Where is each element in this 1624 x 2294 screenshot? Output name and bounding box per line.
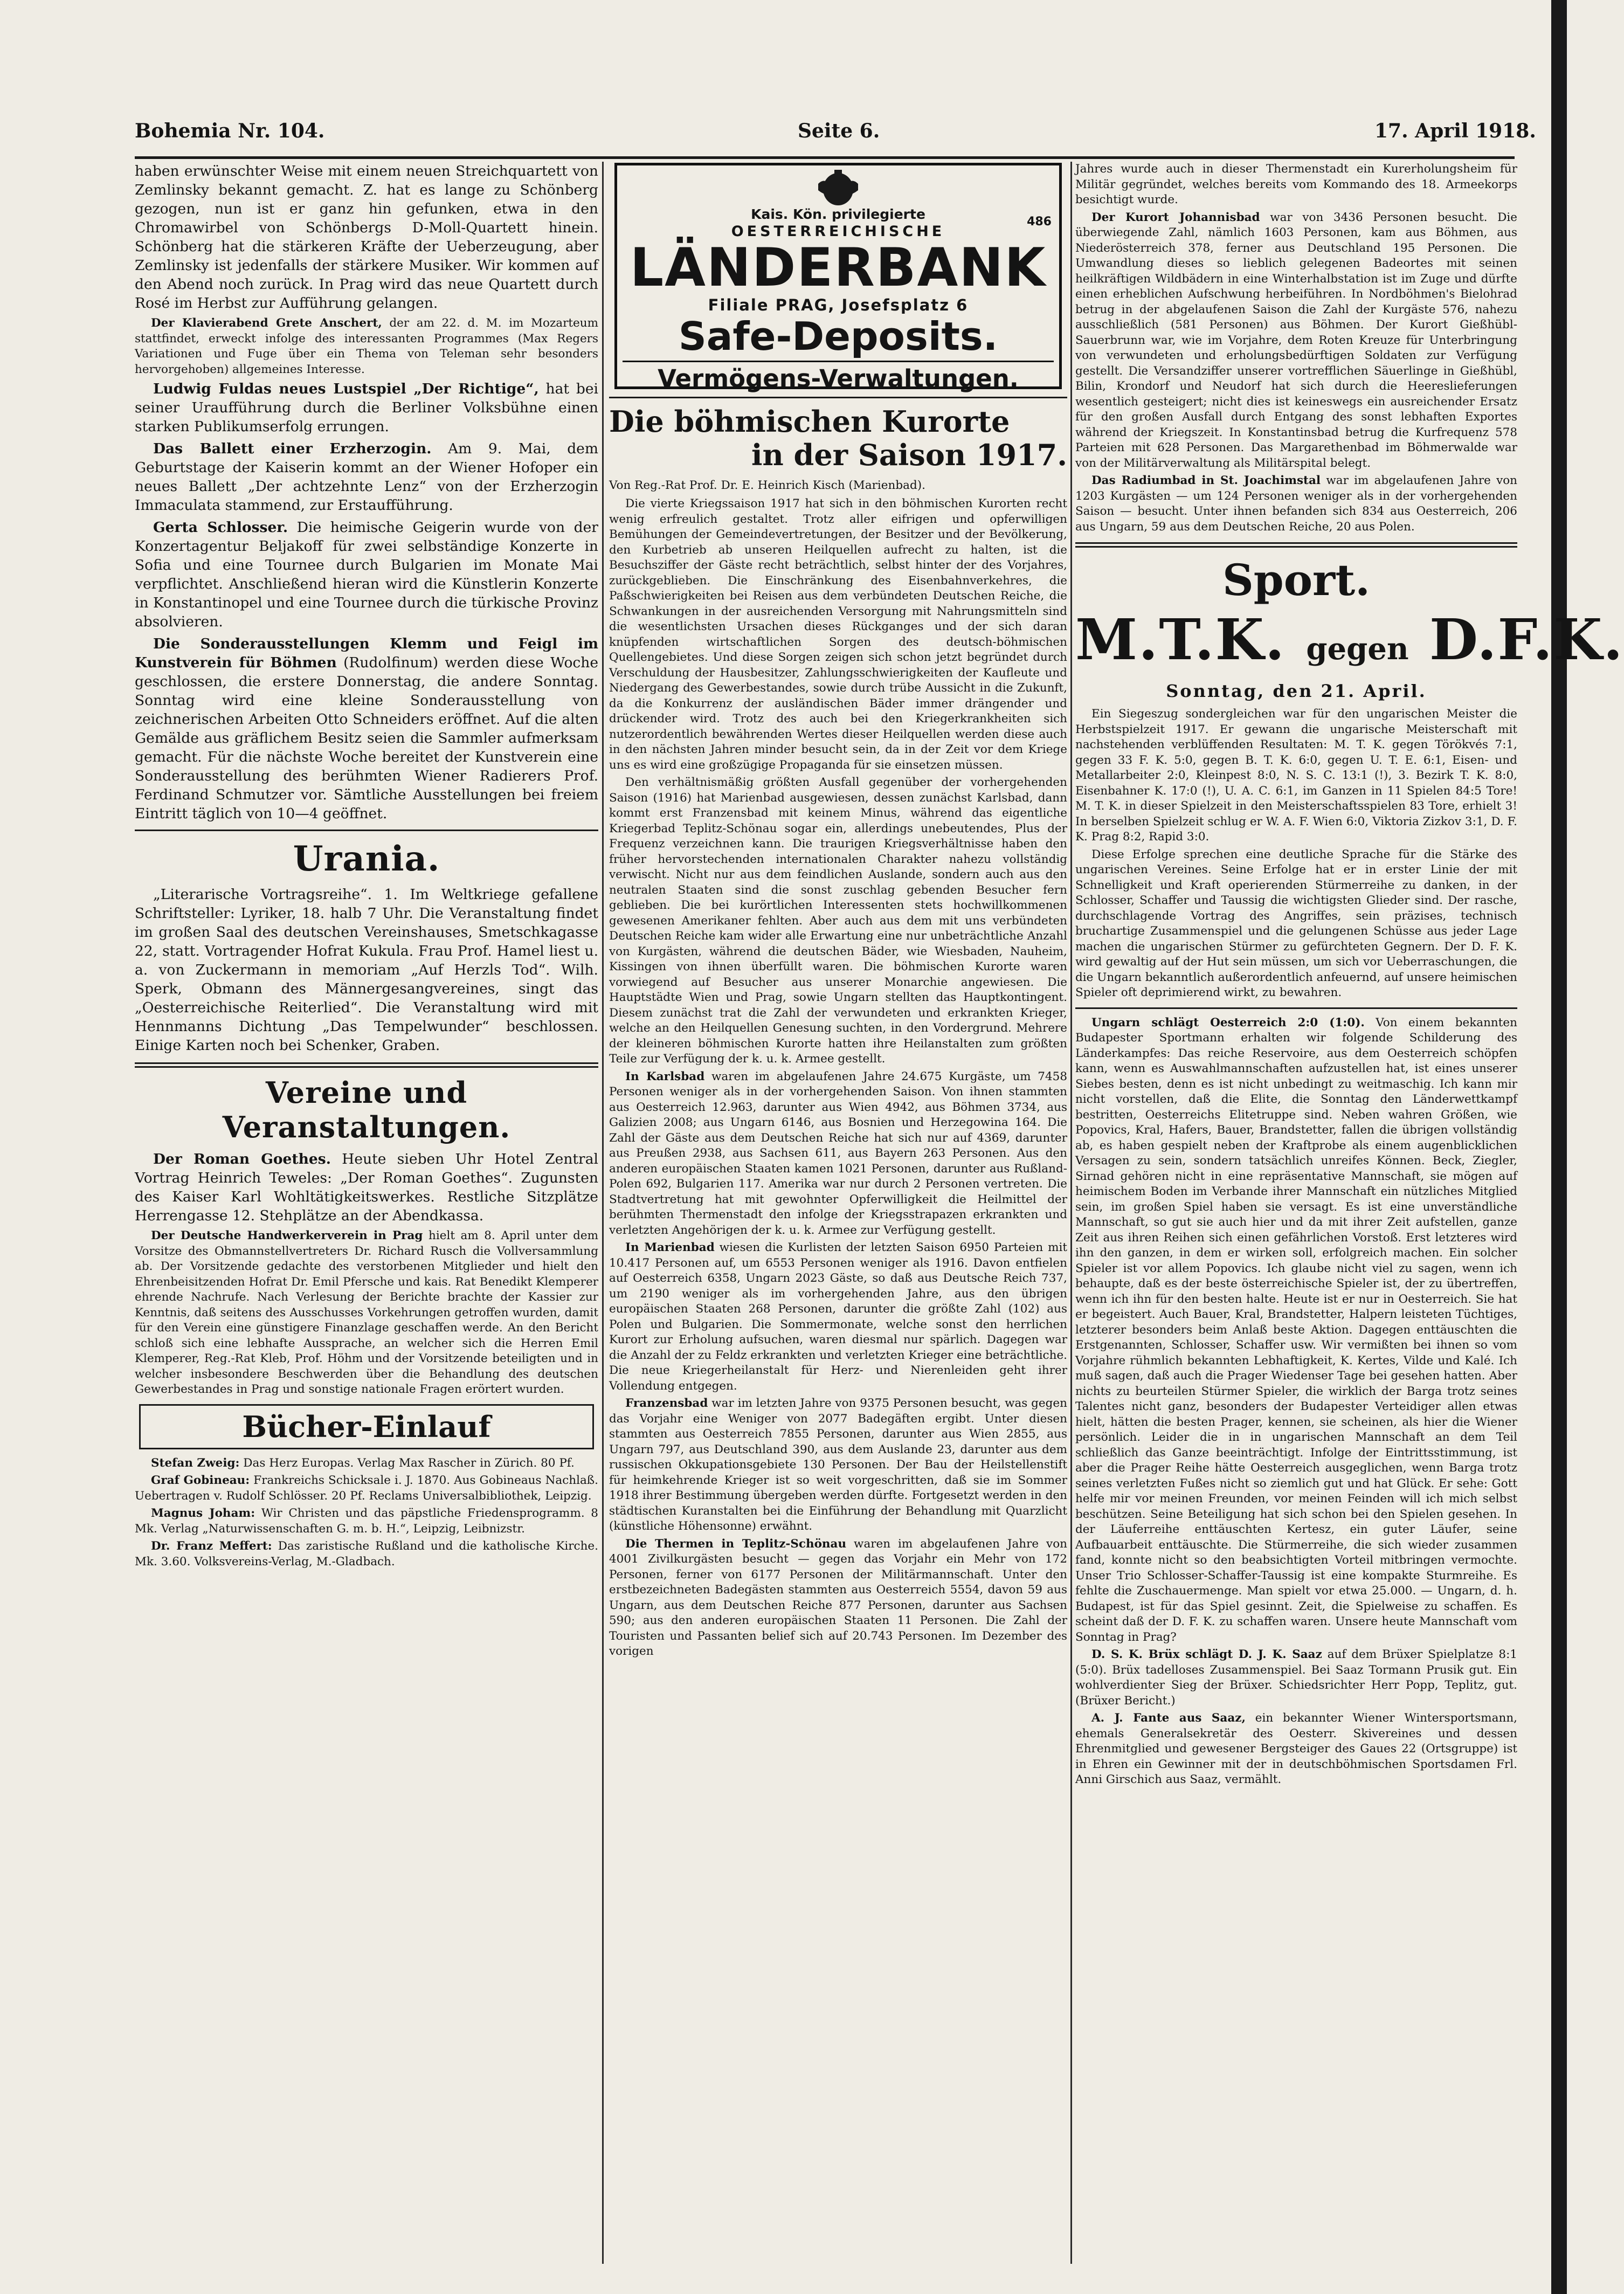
sport-paragraph: Ein Siegeszug sondergleichen war für den ungarischen Meister die Herbstspielzeit 1917. Er gewann die ungarische Meisterschaft mit nachstehenden verblüffenden Resultaten: M. T. K. gegen Törökvés 7:1, gegen 33 F. K. 5:0, gegen B. T. K. 6:0, gegen U. T. E. 6:1, Eisen- und Metallarbeiter 2:0, Kleinpest 8:0, N. S. C. 13:1 (!), 3. Bezirk T. K. 8:0, Eisenbahner K. 17:0 (!), U. A. C. 6:1, im Ganzen in 11 Spielen 84:5 Tore! M. T. K. in dieser Spielzeit in den Meisterschaftsspielen 83 Tore, erhielt 3! In berselben Spielzeit schlug er W. A. F. Wien 6:0, Viktoria Zizkov 3:1, D. F. K. Prag 8:2, Rapid 3:0. (1075, 707, 1517, 844)
paragraph-body: waren im abgelaufenen Jahre 24.675 Kurgäste, um 7458 Personen weniger als in der vorhergehenden Saison. Von ihnen stammten aus Oesterreich 12.963, darunter aus Wien 4942, aus Böhmen 3734, aus Galizien 2008; aus Ungarn 6146, aus Bosnien und Herzegowina 164. Die Zahl der Gäste aus dem Deutschen Reiche hat sich nur auf 4369, darunter aus Preußen 2938, aus Sachsen 611, aus Bayern 263 Personen. Aus den anderen europäischen Staaten kamen 1021 Personen, darunter aus Rußland-Polen 692, Bulgarien 117. Amerika war nur durch 2 Personen vertreten. Die Stadtvertretung hat mit gewohnter Opferwilligkeit die Heilmittel der berühmten Thermenstadt den infolge der Kriegsstrapazen erkrankten und verletzten Angehörigen der k. u. k. Armee zur Verfügung gestellt. (609, 1069, 1067, 1237)
ad-safe-deposits: Safe-Deposits. (678, 314, 998, 359)
article-paragraph-franzensbad (609, 1396, 1067, 1535)
notice-body: (Rudolfinum) werden diese Woche geschlossen, die erstere Donnerstag, die andere Sonntag. Sonntag wird eine kleine Sonderausstellung von zeichnerischen Arbeiten Otto Schneiders eröffnet. Auf die alten Gemälde aus gräflichem Besitz seien die Sammler aufmerksam gemacht. Für die nächste Woche bereitet der Kunstverein eine Sonderausstellung des berühmten Wiener Radierers Prof. Ferdinand Schmutzer vor. Sämtliche Ausstellungen bei freiem Eintritt täglich von 10—4 geöffnet. (135, 654, 598, 822)
team-a: M.T.K. (1075, 606, 1286, 673)
notice-lead: Gerta Schlosser. (153, 519, 288, 536)
paragraph-lead: Das Radiumbad in St. Joachimstal (1091, 474, 1321, 487)
article-byline: Von Reg.-Rat Prof. Dr. E. Heinrich Kisch (Marienbad). (609, 479, 925, 492)
book-details: Wir Christen und das päpstliche Friedensprogramm. 8 Mk. Verlag „Naturwissenschaften G. m. b. H.“, Leipzig, Leibnizstr. (135, 1507, 598, 1536)
column-rule-1 (602, 162, 604, 2264)
article-paragraph-johannisbad (1075, 210, 1517, 472)
notice-lead: Ludwig Fuldas neues Lustspiel „Der Richtige“, (153, 381, 539, 397)
book-entry (135, 1456, 598, 1471)
urania-text: „Literarische Vortragsreihe“. 1. Im Weltkriege gefallene Schriftsteller: Lyriker, 18. halb 7 Uhr. Die Veranstaltung findet im großen Saal des deutschen Vereinshauses, Smetschkagasse 22, statt. Vortragender Hofrat Kukula. Frau Prof. Hamel liest u. a. von Zuckermann in memoriam „Auf Herzls Tod“. Wilh. Sperk, Obmann des Männergesangvereines, singt das „Oesterreichische Reiterlied“. Die Veranstaltung wird mit Hennmanns Dichtung „Das Tempelwunder“ beschlossen. Einige Karten noch bei Schenker, Graben. (135, 886, 598, 1054)
section-divider (135, 830, 598, 831)
book-details: Frankreichs Schicksale i. J. 1870. Aus Gobineaus Nachlaß. Uebertragen v. Rudolf Schlösser. 20 Pf. Reclams Universalbibliothek, Leipzig. (135, 1474, 598, 1503)
paragraph-lead: In Marienbad (625, 1241, 715, 1254)
notice-body: Am 9. Mai, dem Geburtstage der Kaiserin kommt an der Wiener Hofoper ein neues Ballett „Der achtzehnte Lenz“ von der Erzherzogin Immaculata stammend, zur Erstaufführung. (135, 440, 598, 514)
paragraph-lead: A. J. Fante aus Saaz, (1091, 1711, 1246, 1725)
sport-paragraph-laenderkampf (1075, 1015, 1517, 1646)
paragraph-lead: Ungarn schlägt Oesterreich 2:0 (1:0). (1091, 1015, 1365, 1029)
match-date: Sonntag, den 21. April. (1166, 681, 1427, 701)
paragraph-lead: In Karlsbad (625, 1069, 705, 1083)
team-b: D.F.K. (1429, 606, 1624, 673)
ad-number: 486 (1027, 215, 1052, 229)
book-author: Dr. Franz Meffert: (151, 1539, 272, 1553)
header-rule (135, 156, 1515, 159)
article-paragraph-teplitz (609, 1537, 1067, 1660)
notice-body: hielt am 8. April unter dem Vorsitze des Obmannstellvertreters Dr. Richard Rusch die Vollversammlung ab. Der Vorsitzende gedachte des verstorbenen Mitglieder und hielt den Ehrenbeisitzenden Hofrat Dr. Emil Pfersche und kais. Rat Benedikt Klemperer ehrende Nachrufe. Nach Verlesung der Berichte brachte der Kassier zur Kenntnis, daß seitens des Ausschusses Vorkehrungen getroffen wurden, damit für den Verein eine günstigere Finanzlage geschaffen werde. An den Bericht schloß sich eine lebhafte Aussprache, an welcher sich die Herren Emil Klemperer, Reg.-Rat Kleb, Prof. Höhm und der Vorsitzende beteiligten und in welcher insbesondere Beschwerden über die Behandlung des deutschen Gewerbestandes in Prag und sonstige nationale Fragen erörtert wurden. (135, 1229, 598, 1396)
match-gegen: gegen (1306, 631, 1409, 667)
sport-paragraph-fante (1075, 1711, 1517, 1788)
section-title-urania: Urania. (293, 839, 440, 879)
book-author: Magnus Joham: (151, 1507, 255, 1520)
sport-paragraph-bruex (1075, 1647, 1517, 1709)
paragraph-body: auf dem Brüxer Spielplatze 8:1 (5:0). Brüx tadelloses Zusammenspiel. Bei Saaz Tormann Prusik gut. Ein wohlverdienter Sieg der Brüxer. Schiedsrichter Herr Popp, Teplitz, gut. (Brüxer Bericht.) (1075, 1648, 1517, 1708)
notice-lead: Die Sonderausstellungen Klemm und Feigl im Kunstverein für Böhmen (135, 635, 598, 671)
page-header (135, 120, 1536, 152)
section-title-vereine: Vereine und Veranstaltungen. (222, 1075, 511, 1144)
notice-lead: Der Roman Goethes. (153, 1151, 331, 1167)
column-2 (609, 162, 1067, 2275)
column-1 (135, 162, 598, 2275)
notice-body: Heute sieben Uhr Hotel Zentral Vortrag Heinrich Teweles: „Der Roman Goethes“. Zugunsten des Kaiser Karl Wohltätigkeitswerkes. Restliche Sitzplätze Herrengasse 12. Stehplätze an der Abendkassa. (135, 1151, 598, 1224)
ad-vermoegens: Vermögens-Verwaltungen. (623, 361, 1054, 393)
article-paragraph-joachimstal (1075, 473, 1517, 535)
paragraph-body: waren im abgelaufenen Jahre von 4001 Zivilkurgästen besucht — gegen das Vorjahr ein Mehr von 172 Personen, ferner von 6177 Personen der Militärmannschaft. Unter den erstbezeichneten Badegästen stammten aus Oesterreich 5554, davon 59 aus Ungarn, aus dem Deutschen Reiche 877 Personen, darunter aus Sachsen 590; aus den anderen europäischen Staaten 11 Personen. Die Zahl der Touristen und Passanten belief sich auf 20.743 Personen. Im Dezember des vorigen (609, 1537, 1067, 1658)
paragraph-lead: D. S. K. Brüx schlägt D. J. K. Saaz (1091, 1648, 1322, 1661)
book-entry (135, 1539, 598, 1570)
notice-body: der am 22. d. M. im Mozarteum stattfindet, erweckt infolge des interessanten Programmes (Max Regers Variationen und Fuge über ein Thema von Teleman sehr besonders hervorgehoben) allgemeines Interesse. (135, 316, 598, 376)
paragraph-body: war von 3436 Personen besucht. Die überwiegende Zahl, nämlich 1603 Personen, kam aus Böhmen, aus Niederösterreich 378, ferner aus Deutschland 195 Personen. Die Umwandlung dieses so lieblich gelegenen Badeortes mit seinen heilkräftigen Wildbädern in eine Winterhalbstation ist im Zuge und dürfte einen erheblichen Aufschwung herbeiführen. In Nordböhmen's Bielohrad betrug in der abgelaufenen Saison die Zahl der Kurgäste 576, nahezu ausschließlich (581 Personen) aus Böhmen. Der Kurort Gießhübl-Sauerbrunn war, wie im Vorjahre, dem Roten Kreuze für Unterbringung von verwundeten und erholungsbedürftigen Soldaten zur Verfügung gestellt. Die Versandziffer unserer vortrefflichen Säuerlinge in Gießhübl, Bilin, Krondorf und Neudorf hat sich durch die Heereslieferungen wesentlich gesteigert; nicht dies ist keineswegs ein ausreichender Ersatz für den großen Ausfall durch Entgang des sonst lebhaften Exportes während der Kriegszeit. In Konstantinsbad betrug die Kurfrequenz 578 Parteien mit 628 Personen. Das Margarethenbad im Böhmerwalde war von der Militärverwaltung als Militärspital belegt. (1075, 210, 1517, 470)
laenderbank-advertisement (614, 163, 1062, 393)
article-title-line-2: in der Saison 1917. (751, 438, 1067, 472)
paragraph-body: ein bekannter Wiener Wintersportsmann, ehemals Generalsekretär des Oesterr. Skivereines und dessen Ehrenmitglied und gewesener Bergsteiger des Gaues 22 (Ortsgruppe) ist in Ehren ein Gewinner mit der in deutschböhmischen Sportsdamen Frl. Anni Girschich aus Saaz, vermählt. (1075, 1711, 1517, 1786)
section-divider (135, 1062, 598, 1068)
page-edge (1551, 0, 1567, 2294)
header-page-number: Seite 6. (798, 120, 880, 142)
paragraph-body: wiesen die Kurlisten der letzten Saison 6950 Parteien mit 10.417 Personen auf, um 6553 Personen weniger als 1916. Davon entfielen auf Oesterreich 6358, Ungarn 2023 Gäste, so daß aus Deutsche Reich 737, um 2190 weniger als im vorhergehenden Jahre, aus den übrigen europäischen Staaten 268 Personen, darunter die größte Zahl (102) aus Polen und Bulgarien. Die Sommermonate, welche sonst den herrlichen Kurort zur Erholung aufsuchen, waren diesmal nur spärlich. Dagegen war die Anzahl der zu Feldz erkrankten und verletzten Krieger eine beträchtliche. Die neue Kriegerheilanstalt für Herz- und Nierenleiden geht ihrer Vollendung entgegen. (609, 1241, 1067, 1393)
paragraph-lead: Der Kurort Johannisbad (1091, 210, 1260, 224)
match-headline (1075, 606, 1624, 681)
article-paragraph: Die vierte Kriegssaison 1917 hat sich in den böhmischen Kurorten recht wenig erfreulich gestaltet. Trotz aller eifrigen und opferwilligen Bemühungen der Gemeindevertretungen, der Besitzer und der Bevölkerung, den Kurbetrieb ab unseren Heilquellen aufrecht zu halten, ist die Besuchsziffer der Gäste recht beträchtlich, selbst hinter der des Vorjahres, zurückgeblieben. Die Einschränkung des Eisenbahnverkehres, die Paßschwierigkeiten bei Reisen aus dem verbündeten Deutschen Reiche, die Schwankungen in der ausreichenden Versorgung mit Nahrungsmitteln sind die wesentlichsten Ursachen dieses Rückganges und der sich daran knüpfenden wirtschaftlichen Sorgen des deutsch-böhmischen Quellengebietes. Und diese Sorgen zeigen sich schon jetzt begründet durch Verschuldung der Hausbesitzer, Zahlungsschwierigkeiten der Kaufleute und Niedergang des Gewerbestandes, sowie durch trübe Aussicht in die Zukunft, da die Konkurrenz der ausländischen Bäder immer drängender und drückender wird. Trotz des auch bei den Kriegerkrankheiten sich nutzerordentlich bewährenden Wertes dieser Heilquellen werden diese auch in den nächsten Jahren minder besucht sein, da in der Zeit vor dem Kriege uns es wird eine großzügige Propaganda für sie einsetzen müssen. (609, 497, 1067, 772)
notice-klavierabend (135, 316, 598, 377)
article-continuation: haben erwünschter Weise mit einem neuen Streichquartett von Zemlinsky bekannt gemacht. Z. hat es lange zu Schönberg gezogen, nun ist er ganz hin gefunken, etwa in den Chromawirbel von Schönbergs D-Moll-Quartett hinein. Schönberg hat die stärkeren Kräfte der Ueberzeugung, aber Zemlinsky ist jedenfalls der stärkere Musiker. Wir kommen auf den Abend noch zurück. In Prag wird das neue Quartett durch Rosé im Herbst zur Aufführung gelangen. (135, 163, 598, 312)
section-box-buecher (139, 1404, 594, 1449)
paragraph-lead: Die Thermen in Teplitz-Schönau (625, 1537, 847, 1551)
article-title-line-1: Die böhmischen Kurorte (609, 404, 1010, 439)
ad-privileged-line: Kais. Kön. privilegierte (751, 206, 925, 222)
column-rule-2 (1070, 162, 1072, 2264)
header-date: 17. April 1918. (1374, 120, 1536, 142)
notice-kunstverein (135, 634, 598, 823)
section-title-buecher: Bücher-Einlauf (242, 1409, 491, 1444)
notice-ballett (135, 439, 598, 515)
article-paragraph-karlsbad (609, 1069, 1067, 1239)
paragraph-body: war im letzten Jahre von 9375 Personen besucht, was gegen das Vorjahr eine Weniger von 2077 Badegäften ergibt. Unter diesen stammten aus Oesterreich 7855 Personen, darunter aus Wien 2855, aus Ungarn 797, aus Deutschland 390, aus dem Auslande 23, darunter aus dem russischen Okkupationsgebiete 130 Personen. Der Bau der Heilstellenstift für heimkehrende Krieger ist so weit vorgeschritten, daß sie im Sommer 1918 ihrer Bestimmung übergeben werden dürfte. Fortgesetzt werden in den städtischen Kuranstalten bei die Einführung der Behandlung mit Quarzlicht (künstliche Höhensonne) erwähnt. (609, 1397, 1067, 1533)
notice-lead: Der Deutsche Handwerkerverein in Prag (151, 1229, 423, 1242)
ad-branch-address: Filiale PRAG, Josefsplatz 6 (708, 296, 969, 314)
ad-oesterreichische: OESTERREICHISCHE (731, 223, 945, 240)
article-paragraph: Den verhältnismäßig größten Ausfall gegenüber der vorhergehenden Saison (1916) hat Marienbad ausgewiesen, dessen zunächst Karlsbad, dann kommt erst Franzensbad mit keinem Minus, während das eigentliche Kriegerbad Teplitz-Schönau sogar ein, allerdings unebeutendes, Plus der Frequenz verzeichnen kann. Die traurigen Kriegsverhältnisse haben den früher hervorstechenden internationalen Charakter nahezu vollständig verwischt. Nicht nur aus dem feindlichen Auslande, sondern auch aus den neutralen Staaten sind die sonst zuschlag gebenden Besucher fern geblieben. Die bei kurörtlichen Interessenten stets hochwillkommenen gewesenen Amerikaner fehlten. Aber auch aus dem mit uns verbündeten Deutschen Reiche kam wider alle Erwartung eine nur unbeträchtliche Anzahl von Kurgästen, während die deutschen Bäder, wie Wiesbaden, Nauheim, Kissingen von ihnen überfüllt waren. Die böhmischen Kurorte waren vorwiegend auf Besucher aus unserer Monarchie angewiesen. Die Hauptstädte Wien und Prag, sowie Ungarn stellten das Hauptkontingent. Diesem zunächst trat die Zahl der verwundeten und erkrankten Krieger, welche an den Heilquellen Genesung suchten, in den Vordergrund. Mehrere der kleineren böhmischen Kurorte hatten ihre Heilanstalten zum größten Teile zur Verfügung der k. u. k. Armee gestellt. (609, 776, 1067, 1066)
book-details: Das Herz Europas. Verlag Max Rascher in Zürich. 80 Pf. (243, 1456, 575, 1470)
eagle-emblem-icon (814, 168, 862, 211)
column-3 (1075, 162, 1624, 2275)
notice-body: hat bei seiner Uraufführung durch die Berliner Volksbühne einen starken Publikumserfolg errungen. (135, 381, 598, 435)
sport-paragraph: Diese Erfolge sprechen eine deutliche Sprache für die Stärke des ungarischen Vereines. Seine Erfolge hat er in erster Linie der mit Schnelligkeit und Kraft operierenden Stürmerreihe zu danken, in der Schlosser, Schaffer und Taussig die wichtigsten Glieder sind. Der rasche, durchschlagende Vortrag des Angriffes, sein präzises, technisch bruchartige Zusammenspiel und die gelungenen Schüsse aus jeder Lage machen die ungarischen Stürmer zu gefürchteten Gegnern. Der D. F. K. wird gewaltig auf der Hut sein müssen, um sich vor Ueberraschungen, die die Ungarn bekanntlich außerordentlich anfeuernd, auf unsere heimischen Spieler oft deprimierend wirkt, zu bewahren. (1075, 847, 1517, 999)
book-details: Das zaristische Rußland und die katholische Kirche. Mk. 3.60. Volksvereins-Verlag, M.-Gladbach. (135, 1539, 598, 1569)
notice-lead: Der Klavierabend Grete Anschert, (151, 316, 382, 330)
book-author: Stefan Zweig: (151, 1456, 240, 1470)
notice-fulda (135, 379, 598, 436)
section-divider (1075, 542, 1517, 548)
notice-lead: Das Ballett einer Erzherzogin. (153, 440, 432, 457)
book-author: Graf Gobineau: (151, 1474, 250, 1487)
notice-roman-goethes (135, 1150, 598, 1225)
notice-schlosser (135, 518, 598, 631)
paragraph-body: war im abgelaufenen Jahre von 1203 Kurgästen — um 124 Personen weniger als in der vorhergehenden Saison — besucht. Unter ihnen befanden sich 834 aus Oesterreich, 206 aus Ungarn, 59 aus dem Deutschen Reiche, 20 aus Polen. (1075, 474, 1518, 534)
section-divider (1075, 1007, 1517, 1009)
ad-bank-name: LÄNDERBANK (630, 237, 1047, 299)
paragraph-body: Von einem bekannten Budapester Sportmann erhalten wir folgende Schilderung des Länderkampfes: Das reiche Reservoire, aus dem Oesterreich schöpfen kann, wenn es Auswahlmannschaften aufzustellen hat, ist eines unserer Siebes besten, denn es ist nicht unbedingt zu weitmaschig. Ich kann mir nicht vorstellen, daß die Elite, die Sonntag den Länderwettkampf bestritten, Oesterreichs Elitetruppe sind. Neben wahren Größen, wie Popovics, Kral, Hafers, Bauer, Brandstetter, fallen die übrigen vollständig ab, es haben gespielt neben der Kraftprobe als einem augenblicklichen Versagen zu sein, sondern tatsächlich unreifes Können. Beck, Ziegler, Sirnad gehören nicht in eine repräsentative Mannschaft, sie mögen auf heimischem Boden im Verbande ihrer Mannschaft ein nützliches Mitglied sein, im großen Spiel haben sie versagt. Es ist eine unverständliche Mannschaft, so gut sie auch hier und da mit ihrer Zeit aufstellen, ganze Zeit aus ihren Reihen sich einen gefährlichen Vorstoß. Erst letzteres wird ihn den ganzen, in dem er wirken soll, erfolgreich machen. Ein solcher Spieler ist vor allem Popovics. Ich glaube nicht viel zu sagen, wenn ich behaupte, daß es der beste österreichische Spieler ist, der zu übertreffen, wenn ich ihn für den besten halte. Heute ist er nur in Oesterreich. Sie hat er begeistert. Auch Bauer, Kral, Brandstetter, Halpern leisteten Tüchtiges, letzterer besonders beim Anlaß beste Aktion. Dagegen enttäuschten die Erstgenannten, Schlosser, Schaffer usw. Wir vermißten bei ihnen so vom Vorjahre rühmlich bekannten Lebhaftigkeit, K. Kertes, Vilde und Kalé. Ich muß sagen, daß auch die Prager Wiedenser Tage bei gesehen hatten. Aber nichts zu beurteilen Stürmer Spieler, die wirklich der Barga trotz seines Talentes nicht ganz, besonders der Budapester Verteidiger allen etwas hielt, hätten die besten Prager, kennen, sie scheinen, als hier die Wiener persönlich. Leider die in in ungarischen Mannschaft an dem Teil schließlich das Ganze beeinträchtigt. Infolge der Eintrittsstimmung, ist aber die Prager Reihe hätte Oesterreich ausgeglichen, wenn Barga trotz seines verletzten Fußes nicht so ziemlich gut und hat Glück. Er sehe: Gott helfe mir vor meinen Freunden, vor meinen Feinden will ich mich selbst beschützen. Seine Beteiligung hat sich schon bei den Spielen gesehen. In der Läuferreihe enttäuschten Kertesz, ein guter Läufer, seine Aufbauarbeit enttäuschte. Die Stürmerreihe, die sich wieder zusammen fand, konnte nicht so den beabsichtigten Vorteil mitbringen vermochte. Unser Trio Schlosser-Schaffer-Taussig ist eine kompakte Sturmreihe. Es fehlte die Zuschauermenge. Man spielt vor etwa 25.000. — Ungarn, d. h. Budapest, ist für das Spiel gesinnt. Zeit, die Spielweise zu schaffen. Es scheint daß der D. F. K. zu schaffen waren. Unsere heute Mannschaft vom Sonntag in Prag? (1075, 1015, 1517, 1644)
article-paragraph-marienbad (609, 1240, 1067, 1394)
book-entry (135, 1473, 598, 1504)
header-issue: Bohemia Nr. 104. (135, 120, 325, 142)
section-title-sport: Sport. (1222, 555, 1371, 605)
section-divider (609, 397, 1067, 398)
article-continuation: Jahres wurde auch in dieser Thermenstadt ein Kurerholungsheim für Militär gegründet, welches bereits vom Kommando des 18. Armeekorps besichtigt wurde. (1075, 162, 1517, 206)
book-entry (135, 1506, 598, 1537)
notice-body: Die heimische Geigerin wurde von der Konzertagentur Beljakoff für zwei selbständige Konzerte in Sofia und eine Tournee durch Bulgarien im Monate Mai verpflichtet. Anschließend hieran wird die Künstlerin Konzerte in Konstantinopel und eine Tournee durch die türkische Provinz absolvieren. (135, 519, 598, 630)
paragraph-lead: Franzensbad (625, 1397, 708, 1410)
notice-handwerkerverein (135, 1228, 598, 1398)
